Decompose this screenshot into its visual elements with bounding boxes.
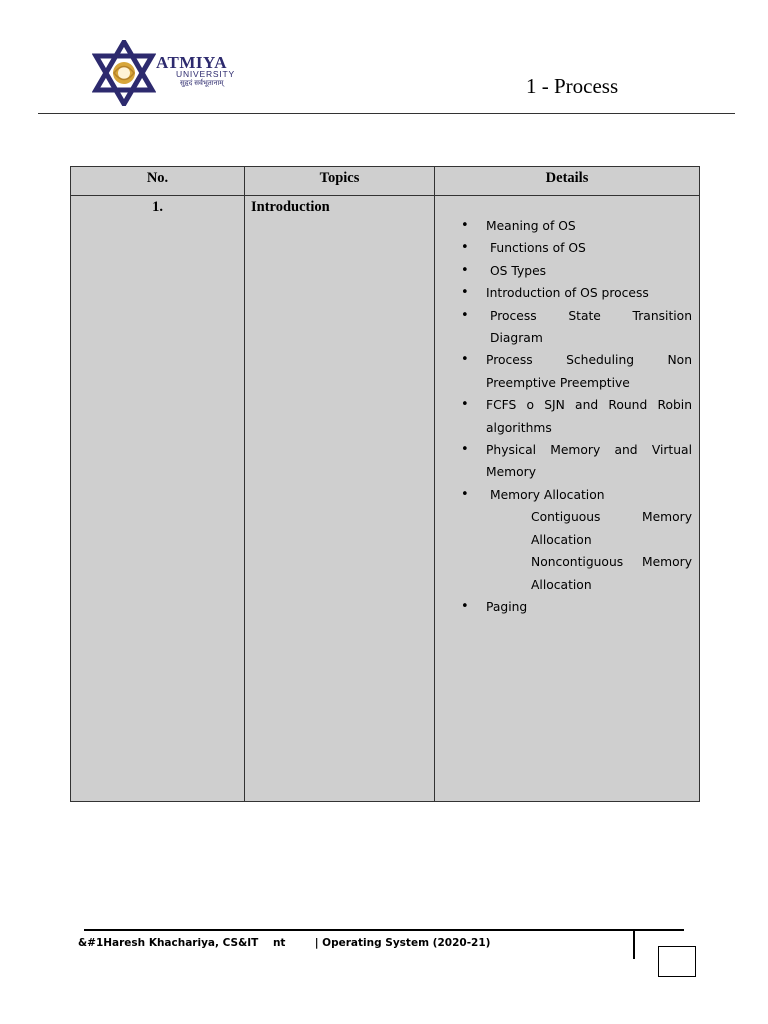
list-item: • FCFS o SJN and Round Robin algorithms	[461, 394, 692, 439]
logo-motto: सुहृदं सर्वभूतानाम्	[180, 80, 224, 87]
list-subitem: Contiguous Memory Allocation	[531, 510, 692, 547]
topics-table	[70, 166, 700, 802]
logo-name: ATMIYA	[156, 53, 228, 72]
header-divider	[38, 113, 735, 114]
list-item: • Physical Memory and Virtual Memory	[461, 439, 692, 484]
list-item: • Introduction of OS process	[461, 282, 692, 304]
footer-text: &#1Haresh Khachariya, CS&IT nt | Operating System (2020-21)	[78, 937, 491, 949]
university-logo	[92, 40, 262, 106]
header-details: Details	[545, 170, 589, 186]
star-emblem-icon	[92, 40, 156, 106]
row-number: 1.	[152, 199, 163, 215]
list-item: • Meaning of OS	[461, 215, 692, 237]
page-title: 1 - Process	[526, 74, 619, 98]
footer-vertical-divider	[633, 930, 635, 959]
list-item: • Process Scheduling Non Preemptive Preemptive	[461, 349, 692, 394]
header-topics: Topics	[319, 170, 360, 186]
footer-divider	[84, 929, 684, 931]
page-number-box	[658, 946, 696, 977]
header-no: No.	[146, 170, 169, 186]
list-item: • Process State Transition Diagram	[461, 305, 692, 350]
list-item: • Paging	[461, 596, 692, 618]
row-topic: Introduction	[251, 199, 330, 215]
list-item: • Memory Allocation	[461, 484, 692, 506]
column-divider	[434, 167, 435, 801]
header-row-divider	[71, 195, 699, 196]
list-item: • Functions of OS	[461, 237, 692, 259]
details-list	[461, 215, 692, 618]
column-divider	[244, 167, 245, 801]
logo-subtitle: UNIVERSITY	[176, 69, 236, 79]
list-item: • OS Types	[461, 260, 692, 282]
list-subitem: Noncontiguous Memory Allocation	[531, 555, 692, 592]
